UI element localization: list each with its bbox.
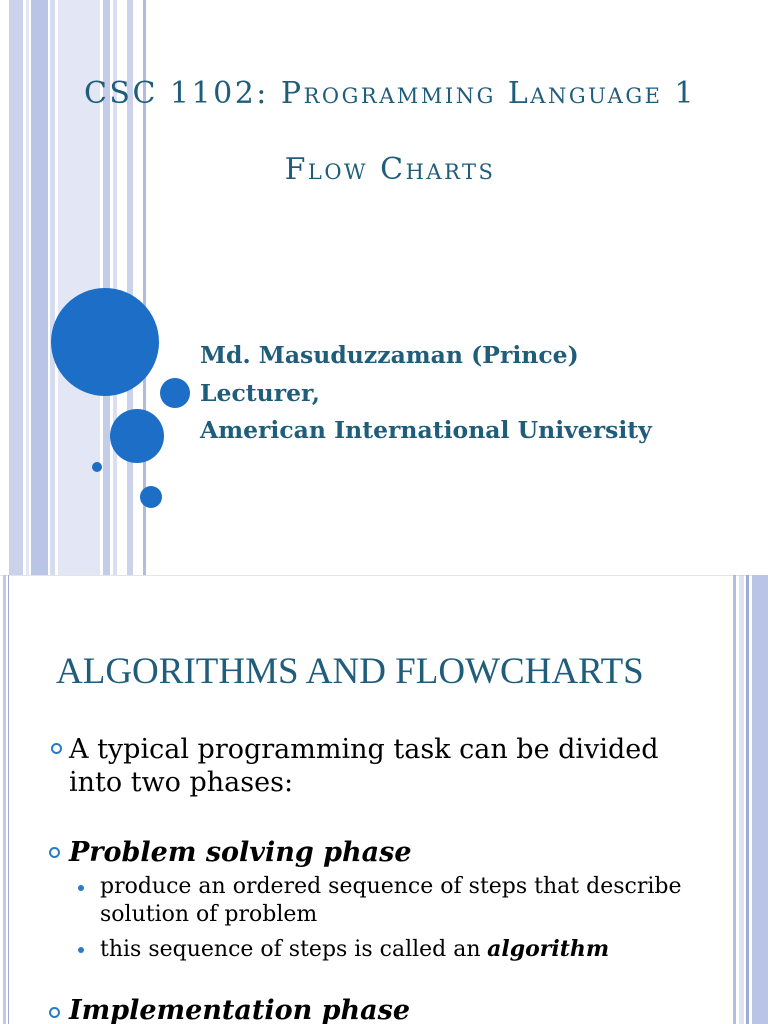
decorative-circle <box>92 462 102 472</box>
decorative-circle <box>51 288 159 396</box>
dot-bullet-icon <box>78 947 84 953</box>
decorative-stripe <box>746 575 749 1024</box>
sub-bullet-text: this sequence of steps is called an <box>100 937 481 962</box>
decorative-stripe <box>733 575 736 1024</box>
decorative-circle <box>110 409 164 463</box>
slide-title: ALGORITHMS AND FLOWCHARTS <box>56 651 644 692</box>
sub-bullet-text: produce an ordered sequence of steps that describe solution of problem <box>100 874 682 927</box>
presenter-role: Lecturer, <box>200 378 320 407</box>
content-slide <box>0 575 768 1024</box>
bullet-text: A typical programming task can be divided into two phases: <box>69 734 659 798</box>
bullet-text: Implementation phase <box>69 995 411 1024</box>
decorative-stripe <box>3 575 6 1024</box>
decorative-stripe <box>752 575 768 1024</box>
presenter-info <box>200 337 652 450</box>
slide-subtitle: Flow Charts <box>284 152 496 187</box>
presenter-institution: American International University <box>200 416 652 444</box>
decorative-circle <box>160 378 190 408</box>
emphasis-text: algorithm <box>487 936 610 962</box>
decorative-circle <box>140 486 162 508</box>
slide-title: CSC 1102: Programming Language 1 <box>83 76 697 111</box>
bullet-text: Problem solving phase <box>69 837 412 868</box>
presenter-name: Md. Masuduzzaman (Prince) <box>200 341 579 369</box>
dot-bullet-icon <box>78 885 84 891</box>
decorative-stripe <box>8 575 9 1024</box>
ring-bullet-icon <box>49 1007 60 1018</box>
ring-bullet-icon <box>49 847 60 858</box>
sub-bullet-item <box>100 935 730 964</box>
ring-bullet-icon <box>51 743 62 754</box>
decorative-stripe <box>739 575 744 1024</box>
